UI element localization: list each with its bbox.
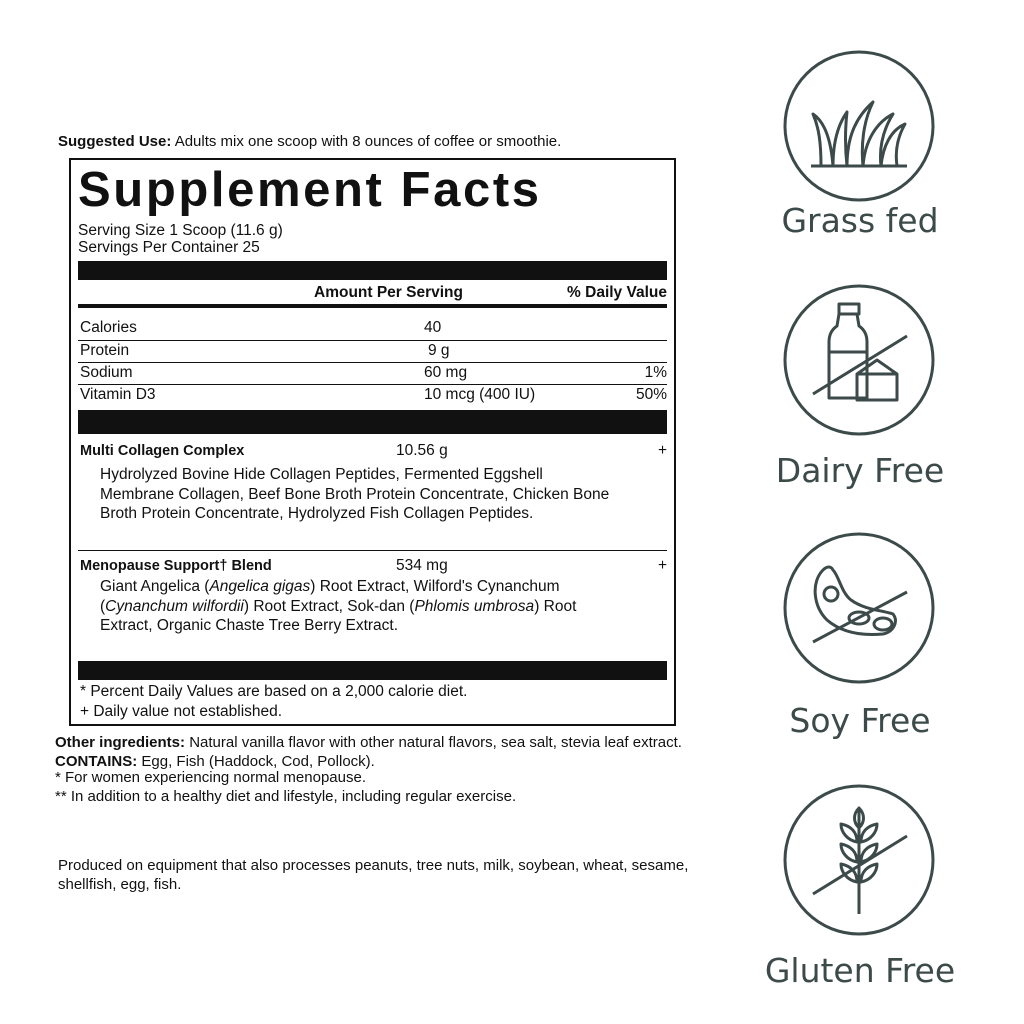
blend-ingredients: Hydrolyzed Bovine Hide Collagen Peptides, Fermented Eggshell Membrane Collagen, Beef Bone Broth Protein Concentrate, Chicken Bone Broth Protein Concentrate, Hydrolyzed Fish Collagen Peptides. [100, 466, 610, 522]
nutrient-dv: 1% [644, 364, 667, 381]
header-daily-value: % Daily Value [567, 284, 667, 301]
badge-label-soy-free: Soy Free [789, 701, 931, 740]
grass-icon [781, 48, 937, 204]
nutrient-name: Sodium [80, 364, 133, 381]
gluten-free-icon [781, 782, 937, 938]
serving-size: Serving Size 1 Scoop (11.6 g) [78, 222, 283, 239]
nutrient-name: Calories [80, 319, 137, 336]
blend-ingredients: Giant Angelica (Angelica gigas) Root Extract, Wilford's Cynanchum (Cynanchum wilfordii) Root Extract, Sok-dan (Phlomis umbrosa) Root Extract, Organic Chaste Tree Berry Extract. [100, 578, 577, 634]
badge-label-dairy-free: Dairy Free [775, 451, 945, 490]
other-ingredients-section [55, 735, 705, 805]
row-rule [78, 550, 667, 551]
header-amount: Amount Per Serving [314, 284, 463, 301]
nutrient-amount: 9 g [428, 342, 450, 359]
thick-divider [78, 410, 667, 434]
nutrient-amount: 10 mcg (400 IU) [424, 386, 536, 403]
footnote-not-established: + Daily value not established. [80, 703, 283, 720]
suggested-use-text: Adults mix one scoop with 8 ounces of coffee or smoothie. [174, 133, 562, 150]
note-menopause: * For women experiencing normal menopause. [55, 769, 366, 786]
other-ingredients-text: Natural vanilla flavor with other natural flavors, sea salt, stevia leaf extract. [189, 734, 682, 751]
nutrient-row [78, 340, 667, 362]
dairy-free-icon [781, 282, 937, 438]
nutrient-amount: 40 [424, 319, 442, 336]
botanical-name: Phlomis umbrosa [414, 597, 535, 615]
nutrient-amount: 60 mg [424, 364, 468, 381]
footnote-daily-values: * Percent Daily Values are based on a 2,000 calorie diet. [80, 683, 468, 700]
allergen-statement: Produced on equipment that also processes peanuts, tree nuts, milk, soybean, wheat, sesame, shellfish, egg, fish. [58, 857, 689, 893]
medium-divider [78, 304, 667, 308]
nutrient-name: Vitamin D3 [80, 386, 156, 403]
soy-free-icon [781, 530, 937, 686]
botanical-name: Cynanchum wilfordii [105, 597, 244, 615]
badge-label-gluten-free: Gluten Free [764, 951, 956, 990]
nutrient-dv: 50% [635, 386, 667, 403]
thick-divider [78, 661, 667, 680]
note-lifestyle: ** In addition to a healthy diet and lifestyle, including regular exercise. [55, 788, 517, 805]
thick-divider [78, 261, 667, 280]
blend-dv: + [657, 442, 667, 459]
nutrient-name: Protein [80, 342, 130, 359]
botanical-name: Angelica gigas [209, 578, 311, 595]
supplement-facts-panel [69, 158, 676, 726]
suggested-use [58, 133, 718, 150]
contains [55, 754, 705, 770]
suggested-use-label: Suggested Use: [58, 133, 172, 150]
blend-name: Menopause Support† Blend [80, 558, 272, 574]
facts-title: Supplement Facts [78, 163, 542, 217]
nutrient-row [78, 362, 667, 384]
servings-per-container: Servings Per Container 25 [78, 239, 260, 256]
blend-dv: + [657, 557, 667, 574]
blend-name: Multi Collagen Complex [80, 443, 245, 459]
other-ingredients [55, 735, 705, 751]
blend-amount: 10.56 g [396, 442, 448, 459]
badge-label-grass-fed: Grass fed [781, 201, 939, 240]
blend-amount: 534 mg [396, 557, 448, 574]
contains-text: Egg, Fish (Haddock, Cod, Pollock). [141, 753, 375, 770]
nutrient-row [78, 384, 667, 406]
contains-label: CONTAINS: [55, 753, 138, 770]
nutrient-row [78, 317, 667, 339]
other-ingredients-label: Other ingredients: [55, 734, 186, 751]
